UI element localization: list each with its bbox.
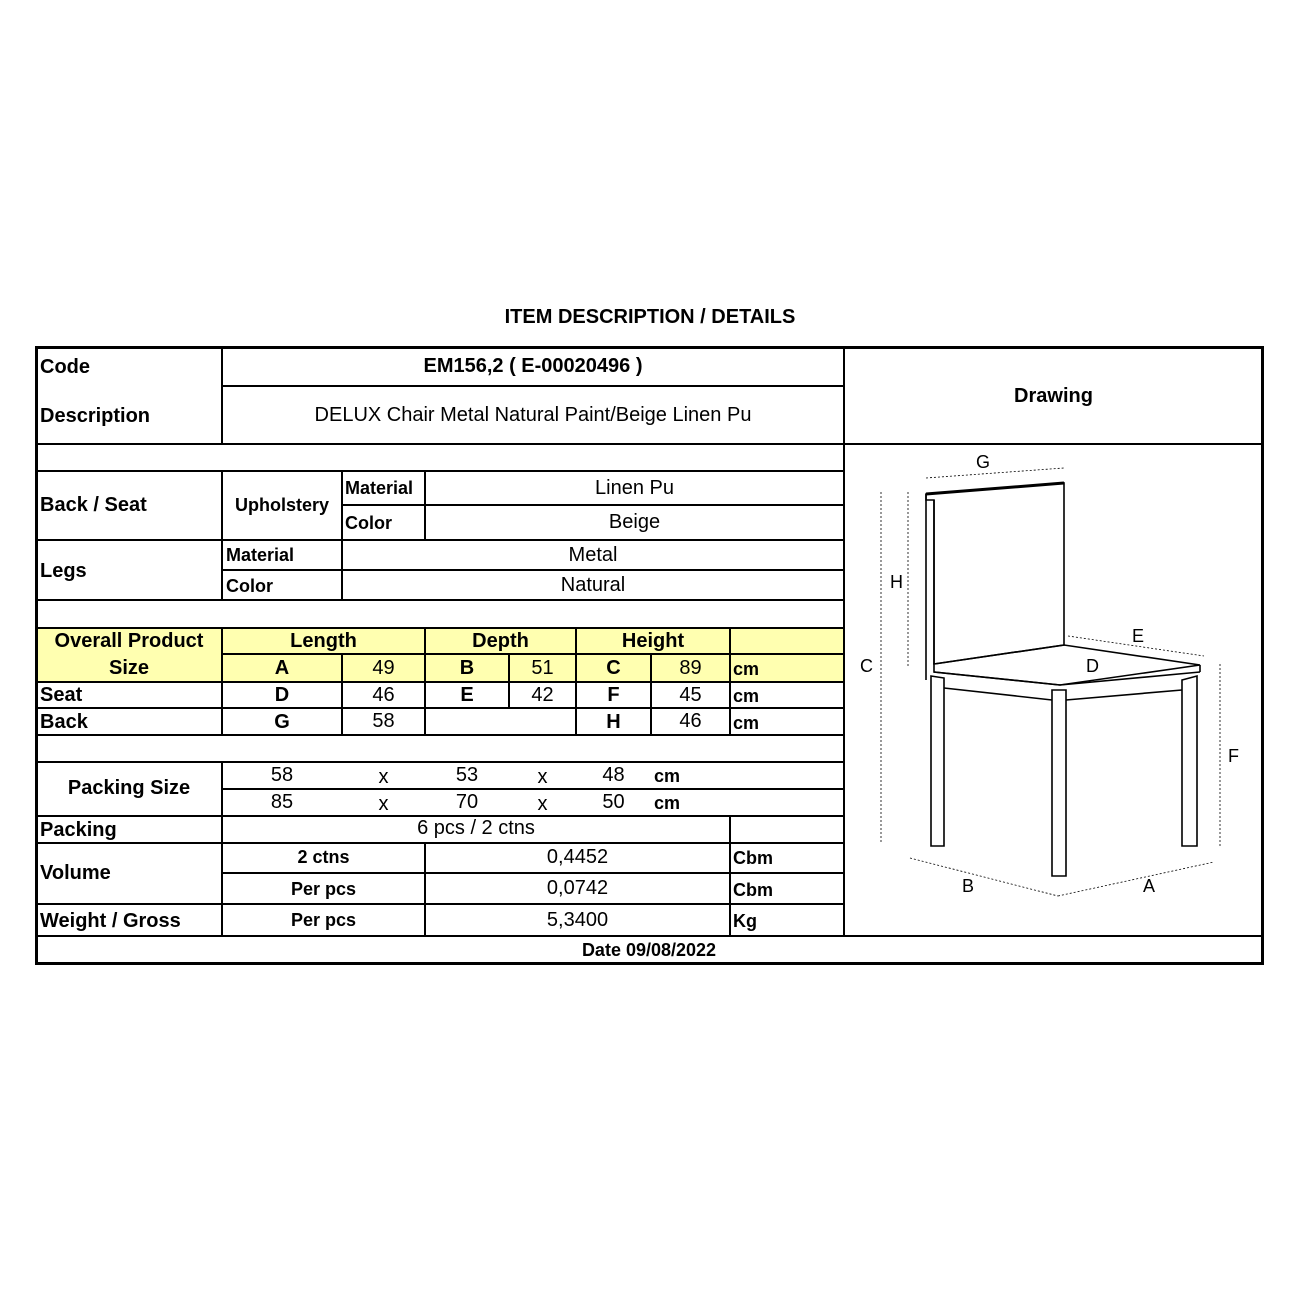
- dim-h-key: H: [606, 711, 621, 733]
- dim-g-key: G: [274, 711, 290, 733]
- pack2-h: 50: [602, 791, 625, 813]
- depth-header: Depth: [472, 630, 529, 652]
- letter-a: A: [1143, 876, 1156, 896]
- dim-e-key: E: [460, 684, 474, 706]
- bs-color-value: Beige: [608, 511, 661, 533]
- weight-value: 5,3400: [546, 909, 609, 931]
- pack2-x2: x: [537, 793, 548, 815]
- letter-c: C: [860, 656, 873, 676]
- dim-f-key: F: [607, 684, 620, 706]
- back-unit: cm: [733, 713, 760, 733]
- pack1-h: 48: [602, 764, 625, 786]
- volume-r1-unit: Cbm: [733, 848, 773, 868]
- legs-color-value: Natural: [560, 574, 626, 596]
- code-label: Code: [40, 356, 90, 378]
- weight-sub: Per pcs: [290, 910, 357, 930]
- drawing-label: Drawing: [1014, 385, 1093, 407]
- pack1-l: 58: [270, 764, 294, 786]
- date-label: Date 09/08/2022: [581, 940, 717, 960]
- bs-material-label: Material: [345, 478, 414, 498]
- legs-material-value: Metal: [568, 544, 618, 566]
- dim-g-value: 58: [372, 710, 395, 732]
- seat-label: Seat: [40, 684, 83, 706]
- legs-label: Legs: [40, 560, 87, 582]
- dim-a-value: 49: [372, 657, 395, 679]
- pack2-unit: cm: [654, 793, 681, 813]
- packing-label: Packing: [40, 819, 117, 841]
- dim-b-value: 51: [531, 657, 554, 679]
- weight-unit: Kg: [733, 911, 757, 931]
- overall-unit: cm: [733, 659, 760, 679]
- overall-label-2: Size: [108, 657, 150, 679]
- letter-g: G: [976, 452, 991, 472]
- volume-r1-value: 0,4452: [546, 846, 609, 868]
- dim-e-value: 42: [531, 684, 554, 706]
- weight-label: Weight / Gross: [40, 910, 181, 932]
- dim-a-key: A: [274, 657, 290, 679]
- description-label: Description: [40, 405, 151, 427]
- volume-r1-label: 2 ctns: [297, 847, 350, 867]
- description-value: DELUX Chair Metal Natural Paint/Beige Linen Pu: [314, 404, 752, 426]
- packing-size-label: Packing Size: [67, 777, 191, 799]
- back-seat-label: Back / Seat: [40, 494, 147, 516]
- code-value: EM156,2 ( E-00020496 ): [423, 355, 643, 377]
- volume-label: Volume: [40, 862, 111, 884]
- upholstery-label: Upholstery: [234, 495, 330, 515]
- letter-e: E: [1132, 626, 1145, 646]
- pack1-unit: cm: [654, 766, 681, 786]
- pack1-x1: x: [378, 766, 389, 788]
- volume-r2-unit: Cbm: [733, 880, 773, 900]
- overall-label-1: Overall Product: [54, 630, 204, 652]
- seat-unit: cm: [733, 686, 760, 706]
- page-title: ITEM DESCRIPTION / DETAILS: [504, 306, 796, 328]
- dim-d-key: D: [274, 684, 290, 706]
- bs-material-value: Linen Pu: [595, 477, 674, 499]
- height-header: Height: [621, 630, 685, 652]
- letter-f: F: [1228, 746, 1239, 766]
- dim-h-value: 46: [679, 710, 702, 732]
- seat-shape: [934, 645, 1200, 685]
- pack1-w: 53: [455, 764, 479, 786]
- pack2-w: 70: [455, 791, 479, 813]
- leg-front-middle: [1052, 690, 1066, 876]
- volume-r2-value: 0,0742: [546, 877, 609, 899]
- legs-material-label: Material: [226, 545, 295, 565]
- dim-c-key: C: [606, 657, 621, 679]
- volume-r2-label: Per pcs: [290, 879, 357, 899]
- letter-d: D: [1086, 656, 1099, 676]
- dim-f-value: 45: [679, 684, 702, 706]
- back-label: Back: [40, 711, 88, 733]
- dim-b-key: B: [459, 657, 475, 679]
- letter-h: H: [890, 572, 903, 592]
- pack2-l: 85: [270, 791, 294, 813]
- letter-b: B: [962, 876, 975, 896]
- packing-value: 6 pcs / 2 ctns: [417, 817, 535, 839]
- legs-color-label: Color: [226, 576, 273, 596]
- leg-front-left: [931, 676, 944, 846]
- dim-d-value: 46: [372, 684, 395, 706]
- backrest-shape: [926, 483, 1064, 664]
- pack1-x2: x: [537, 766, 548, 788]
- leg-right: [1182, 676, 1197, 846]
- dim-c-value: 89: [679, 657, 702, 679]
- length-header: Length: [290, 630, 357, 652]
- pack2-x1: x: [378, 793, 389, 815]
- chair-drawing: [845, 445, 1262, 935]
- bs-color-label: Color: [345, 513, 392, 533]
